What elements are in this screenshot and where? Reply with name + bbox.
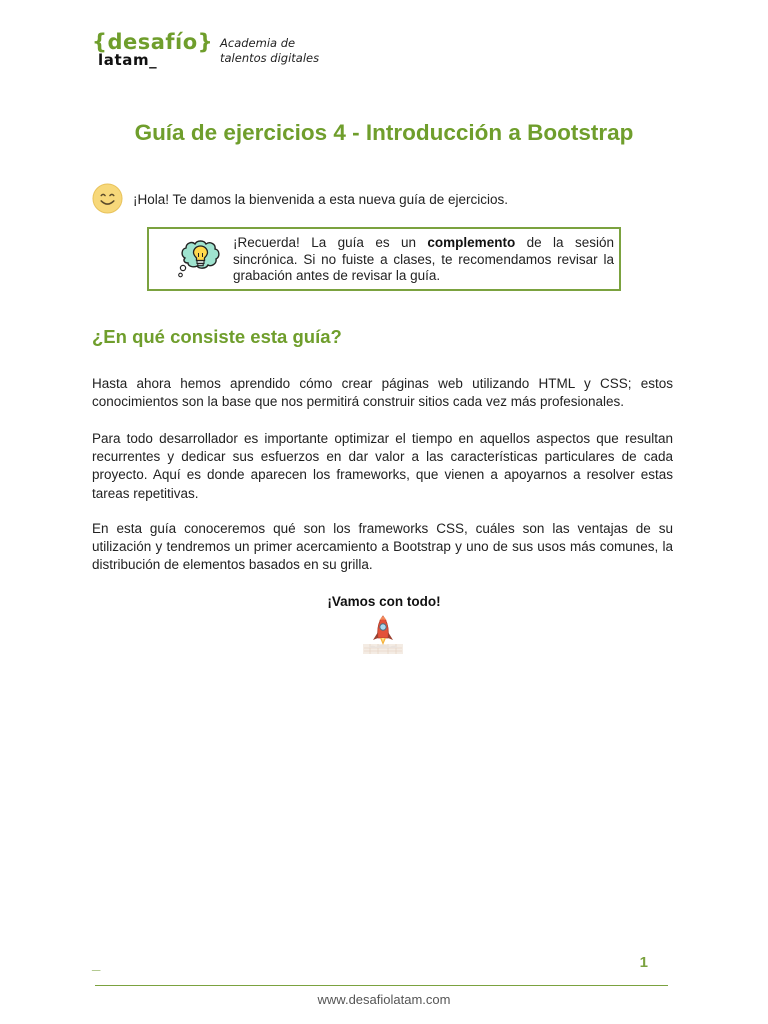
reminder-text	[233, 235, 614, 285]
intro-paragraph-3: En esta guía conoceremos qué son los frameworks CSS, cuáles son las ventajas de su utilización y tendremos un primer acercamiento a Bootstrap y uno de sus usos más comunes, la distribución de elementos basados en su grilla.	[92, 521, 673, 573]
welcome-row	[92, 182, 508, 214]
intro-paragraph-1: Hasta ahora hemos aprendido cómo crear páginas web utilizando HTML y CSS; estos conocimientos son la base que nos permitirá construir sitios cada vez más profesionales.	[92, 376, 673, 410]
reminder-text-bold: complemento	[427, 235, 516, 250]
section-heading: ¿En qué consiste esta guía?	[92, 326, 342, 347]
document-title: Guía de ejercicios 4 - Introducción a Bootstrap	[134, 120, 634, 145]
closing-text: ¡Vamos con todo!	[327, 594, 441, 609]
rocket-icon	[362, 614, 404, 656]
page-number: 1	[639, 954, 648, 971]
footer-url: www.desafiolatam.com	[317, 992, 451, 1007]
intro-paragraph-2: Para todo desarrollador es importante optimizar el tiempo en aquellos aspectos que resultan recurrentes y dedicar sus esfuerzos en dar valor a las características particulares de cada proyecto. Aquí es donde aparecen los frameworks, que vienen a apoyarnos a resolver estas tareas repetitivas.	[92, 431, 673, 501]
reminder-box	[147, 227, 621, 291]
reminder-text-start: ¡Recuerda! La guía es un	[233, 235, 428, 250]
footer-underscore-mark: _	[92, 956, 101, 973]
logo-tagline	[220, 36, 319, 66]
welcome-text: ¡Hola! Te damos la bienvenida a esta nueva guía de ejercicios.	[133, 191, 508, 207]
tagline-line-2: talentos digitales	[220, 51, 320, 65]
logo-subtext: latam_	[98, 51, 158, 69]
lightbulb-thought-icon	[177, 238, 223, 282]
reminder-text-end: de la sesión sincrónica. Si no fuiste a clases, te recomendamos revisar la grabación antes de revisar la guía.	[233, 235, 614, 283]
tagline-line-1: Academia de	[220, 36, 296, 50]
desafio-latam-logo	[92, 30, 332, 74]
footer-divider	[95, 985, 668, 986]
logo-wordmark: {desafío}	[92, 30, 214, 54]
smiley-face-icon	[92, 183, 123, 214]
